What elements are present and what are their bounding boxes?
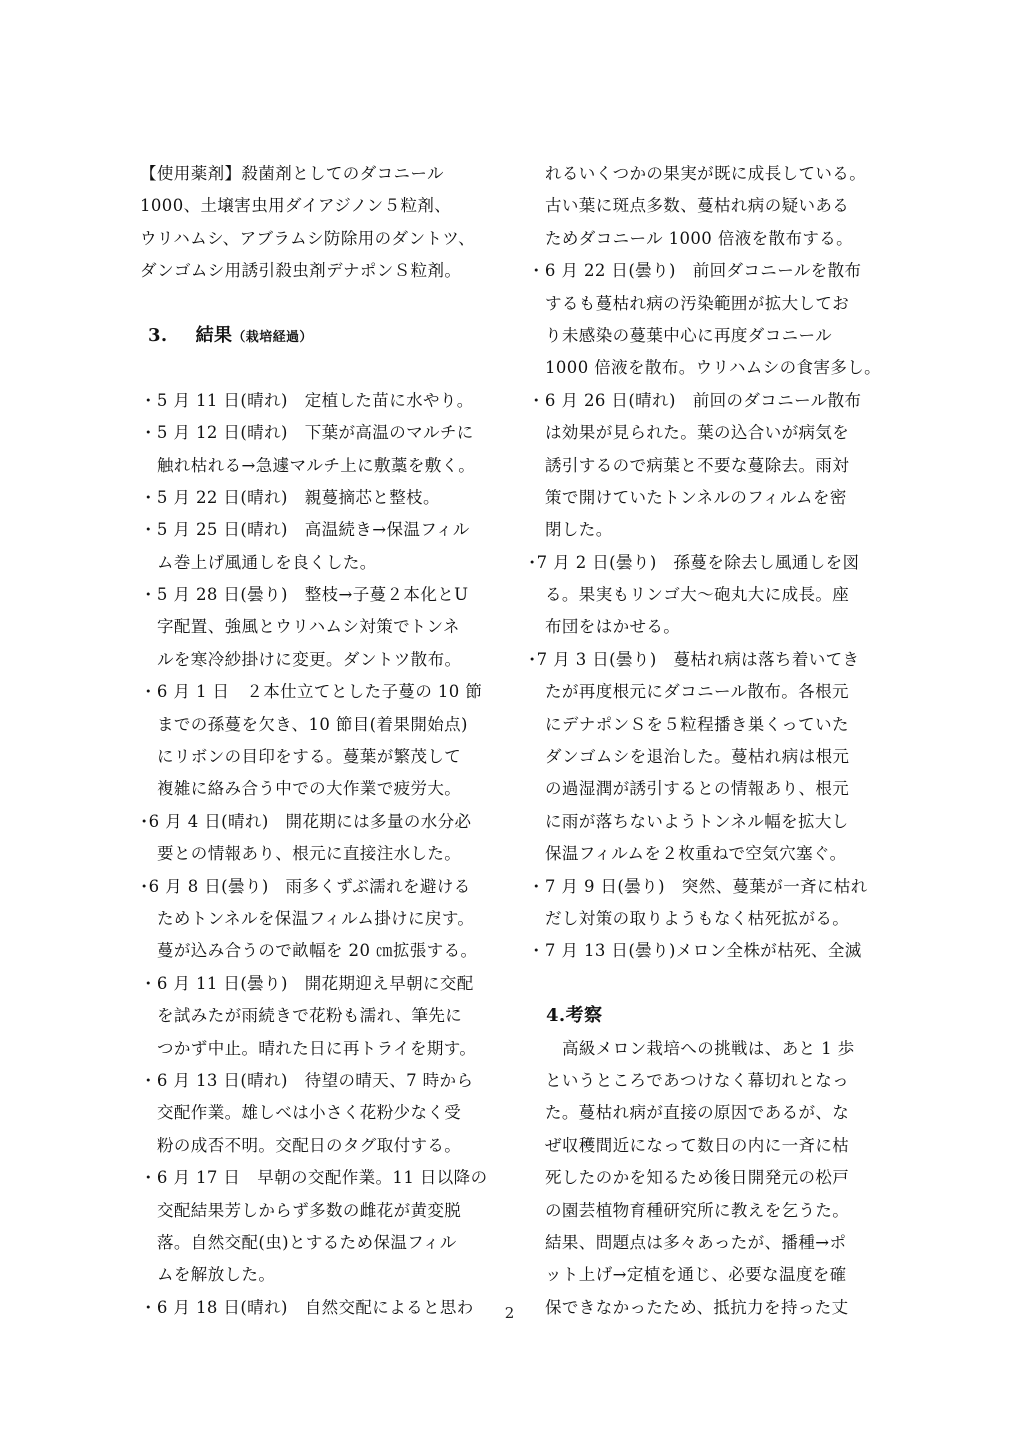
text-line: までの孫蔓を欠き、10 節目(着果開始点) <box>157 714 468 734</box>
text-line: ためダコニール 1000 倍液を散布する。 <box>545 228 854 248</box>
text-line: ウリハムシ、アブラムシ防除用のダントツ、 <box>140 228 476 248</box>
log-entry <box>528 871 882 936</box>
entry-date-line: ・7 月 13 日(曇り)メロン全株が枯死、全滅 <box>528 941 862 961</box>
log-entry <box>140 1065 498 1162</box>
text-line: つかず中止。晴れた日に再トライを期す。 <box>157 1038 477 1058</box>
log-entry <box>528 255 882 385</box>
text-line: 触れ枯れる→急遽マルチ上に敷藁を敷く。 <box>157 455 476 475</box>
text-line: 死したのかを知るため後日開発元の松戸 <box>545 1168 850 1188</box>
entry-date-line: ・5 月 12 日(晴れ) 下葉が高温のマルチに <box>140 423 474 443</box>
log-entry <box>528 644 882 871</box>
text-line: ム巻上げ風通しを良くした。 <box>157 552 377 572</box>
text-line: 1000、土壌害虫用ダイアジノン５粒剤、 <box>140 196 452 216</box>
log-entry <box>528 935 882 967</box>
entry-date-line: ･7 月 2 日(曇り) 孫蔓を除去し風通しを図 <box>528 552 860 572</box>
entry-date-line: ・5 月 22 日(晴れ) 親蔓摘芯と整枝。 <box>140 487 440 507</box>
log-entry <box>140 385 498 417</box>
section-title: 考察 <box>565 1005 603 1027</box>
right-column <box>528 158 882 1324</box>
text-line: 落。自然交配(虫)とするため保温フィル <box>157 1232 457 1252</box>
entry-date-line: ・6 月 22 日(曇り) 前回ダコニールを散布 <box>528 261 862 281</box>
text-line: にデナポンＳを５粒程播き巣くっていた <box>545 714 849 734</box>
entry-date-line: ・5 月 28 日(曇り) 整枝→子蔓２本化とU <box>140 585 469 605</box>
log-entry <box>140 482 498 514</box>
log-entry <box>140 676 498 806</box>
text-line: り未感染の蔓葉中心に再度ダコニール <box>545 325 832 345</box>
text-line: れるいくつかの果実が既に成長している。 <box>545 164 867 183</box>
section-3-heading <box>140 320 498 352</box>
text-line: の過湿潤が誘引するとの情報あり、根元 <box>545 779 850 799</box>
text-line: 策で開けていたトンネルのフィルムを密 <box>545 487 847 507</box>
text-line: た。蔓枯れ病が直接の原因であるが、な <box>545 1103 850 1123</box>
text-line: 粉の成否不明。交配日のタグ取付する。 <box>157 1135 462 1155</box>
entry-date-line: ・5 月 11 日(晴れ) 定植した苗に水やり。 <box>140 390 474 410</box>
text-line: だし対策の取りようもなく枯死拡がる。 <box>545 908 850 928</box>
text-line: たが再度根元にダコニール散布。各根元 <box>545 682 849 702</box>
discussion-paragraph <box>528 1033 882 1325</box>
text-line: 閉した。 <box>545 520 613 540</box>
log-entry <box>140 968 498 1065</box>
log-entry <box>140 417 498 482</box>
entry-date-line: ・6 月 17 日 早朝の交配作業。11 日以降の <box>140 1168 488 1188</box>
text-line: 古い葉に斑点多数、蔓枯れ病の疑いある <box>545 196 850 216</box>
text-line: 交配作業。雄しべは小さく花粉少なく受 <box>157 1103 462 1123</box>
text-line: 交配結果芳しからず多数の雌花が黄変脱 <box>157 1200 462 1220</box>
entry-date-line: ・6 月 18 日(晴れ) 自然交配によると思わ <box>140 1297 474 1317</box>
intro-paragraph <box>140 158 498 288</box>
text-line: 複雑に絡み合う中での大作業で疲労大。 <box>157 779 462 799</box>
text-line: 字配置、強風とウリハムシ対策でトンネ <box>157 617 460 637</box>
text-line: は効果が見られた。葉の込合いが病気を <box>545 423 850 443</box>
page-number: 2 <box>504 1304 515 1322</box>
entry-date-line: ・6 月 11 日(曇り) 開花期迎え早朝に交配 <box>140 973 474 993</box>
text-line: ためトンネルを保温フィルム掛けに戻す。 <box>157 908 475 928</box>
log-entry <box>140 514 498 579</box>
entry-date-line: ・6 月 26 日(晴れ) 前回のダコニール散布 <box>528 390 862 410</box>
text-line: ムを解放した。 <box>157 1265 276 1285</box>
text-line: 結果、問題点は多々あったが、播種→ポ <box>545 1232 847 1252</box>
entry-date-line: ･6 月 4 日(晴れ) 開花期には多量の水分必 <box>140 811 472 831</box>
section-subtitle: （栽培経過） <box>232 329 313 345</box>
section-number: 4. <box>546 1005 566 1027</box>
text-line: 1000 倍液を散布。ウリハムシの食害多し。 <box>545 358 882 378</box>
text-line: ぜ収穫間近になって数日の内に一斉に枯 <box>545 1135 850 1155</box>
log-entry <box>140 806 498 871</box>
text-line: というところであつけなく幕切れとなっ <box>545 1070 850 1090</box>
text-line: にリボンの目印をする。蔓葉が繁茂して <box>157 747 462 767</box>
section-title: 結果 <box>195 324 233 346</box>
text-line: に雨が落ちないようトンネル幅を拡大し <box>545 811 849 831</box>
left-column <box>140 158 498 1324</box>
text-line: ダンゴムシを退治した。蔓枯れ病は根元 <box>545 747 850 767</box>
cultivation-log-left <box>140 385 498 1324</box>
log-entry <box>140 871 498 968</box>
text-line: ルを寒冷紗掛けに変更。ダントツ散布。 <box>157 649 462 669</box>
entry-date-line: ･6 月 8 日(曇り) 雨多くずぶ濡れを避ける <box>140 876 471 896</box>
entry-date-line: ・6 月 1 日 ２本仕立てとした子蔓の 10 節 <box>140 682 483 702</box>
text-line: の園芸植物育種研究所に教えを乞うた。 <box>545 1200 850 1220</box>
text-line: 【使用薬剤】殺菌剤としてのダコニール <box>140 164 444 183</box>
text-line: を試みたが雨続きで花粉も濡れ、筆先に <box>157 1006 463 1026</box>
entry-date-line: ･7 月 3 日(曇り) 蔓枯れ病は落ち着いてき <box>528 649 860 669</box>
text-line: 保できなかったため、抵抗力を持った丈 <box>545 1297 849 1317</box>
text-line: 布団をはかせる。 <box>545 617 681 637</box>
text-line: ット上げ→定植を通じ、必要な温度を確 <box>545 1265 847 1285</box>
text-line: するも蔓枯れ病の汚染範囲が拡大してお <box>545 293 850 313</box>
section-4-heading <box>528 1000 882 1032</box>
text-line: 高級メロン栽培への挑戦は、あと 1 歩 <box>562 1038 855 1058</box>
log-entry <box>140 1162 498 1292</box>
log-entry <box>140 579 498 676</box>
cultivation-log-right <box>528 255 882 968</box>
entry-date-line: ・7 月 9 日(曇り) 突然、蔓葉が一斉に枯れ <box>528 876 868 896</box>
entry-date-line: ・5 月 25 日(晴れ) 高温続き→保温フィル <box>140 520 470 540</box>
text-line: ダンゴムシ用誘引殺虫剤デナポンＳ粒剤。 <box>140 261 462 281</box>
text-line: 誘引するので病葉と不要な蔓除去。雨対 <box>545 455 850 475</box>
continued-entry <box>528 158 882 255</box>
text-line: 要との情報あり、根元に直接注水した。 <box>157 844 462 864</box>
text-line: 保温フィルムを２枚重ねで空気穴塞ぐ。 <box>545 844 847 864</box>
entry-date-line: ・6 月 13 日(晴れ) 待望の晴天、7 時から <box>140 1070 474 1090</box>
section-number: 3. <box>148 324 168 346</box>
log-entry <box>528 547 882 644</box>
log-entry <box>528 385 882 547</box>
text-line: る。果実もリンゴ大～砲丸大に成長。座 <box>545 585 850 605</box>
text-line: 蔓が込み合うので畝幅を 20 ㎝拡張する。 <box>157 941 478 961</box>
